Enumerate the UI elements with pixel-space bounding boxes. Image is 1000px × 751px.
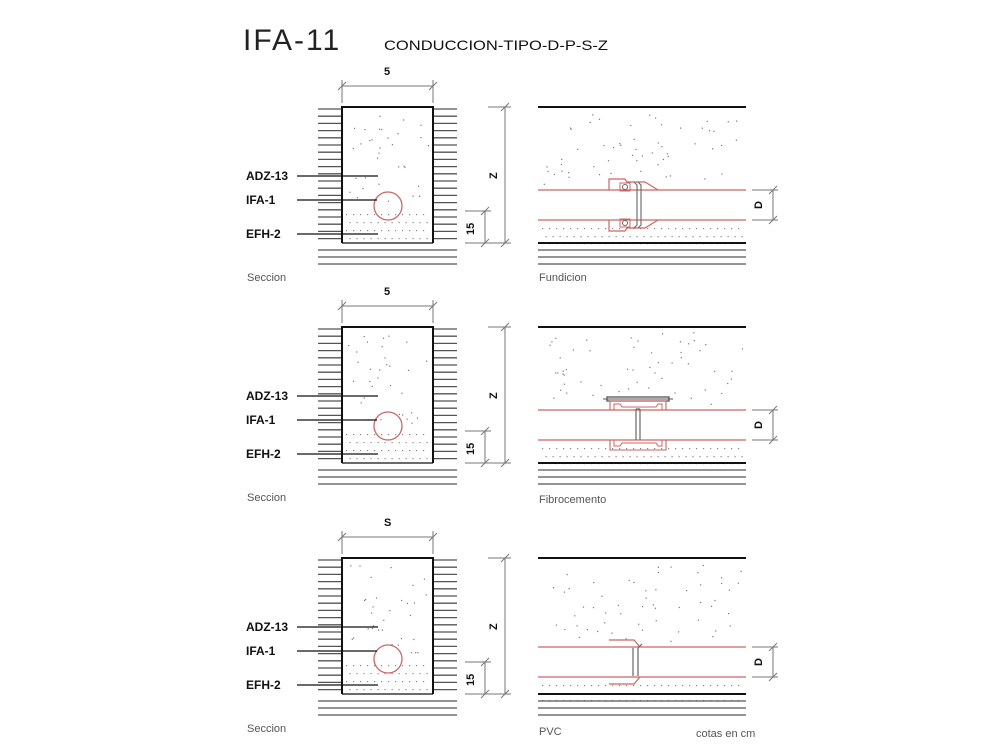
label-adz-13: ADZ-13	[246, 620, 289, 634]
depth-dimension-label: Z	[488, 623, 500, 630]
pipe-section-circle	[374, 412, 402, 440]
label-ifa-1: IFA-1	[246, 644, 276, 658]
fibrocement-coupling	[603, 397, 673, 450]
spigot-end	[633, 644, 642, 676]
section-caption: Seccion	[247, 723, 287, 735]
label-adz-13: ADZ-13	[246, 389, 289, 403]
bed-dimension-label: 15	[465, 222, 477, 235]
width-dimension-label: 5	[384, 286, 391, 298]
section-view	[246, 286, 511, 504]
profile-view	[538, 558, 778, 738]
pipe-section-circle	[374, 645, 402, 673]
width-dimension-label: S	[384, 517, 392, 529]
panel-fibrocemento	[246, 286, 778, 506]
label-efh-2: EFH-2	[246, 678, 281, 692]
drawing-code: IFA-11	[243, 24, 342, 57]
profile-view	[538, 107, 778, 284]
cast-iron-joint	[609, 179, 658, 231]
label-ifa-1: IFA-1	[246, 413, 276, 427]
bed-dimension-label: 15	[465, 442, 477, 455]
units-note: cotas en cm	[696, 728, 756, 740]
section-caption: Seccion	[247, 272, 287, 284]
drawing-title: CONDUCCION-TIPO-D-P-S-Z	[384, 37, 609, 53]
profile-view	[538, 327, 778, 506]
section-view	[246, 66, 511, 284]
diameter-dimension-label: D	[753, 201, 765, 209]
spigot-end	[634, 182, 641, 228]
pipe-section-circle	[374, 192, 402, 220]
trench-outline	[342, 107, 433, 243]
panel-fundicion	[246, 66, 778, 284]
width-dimension-label: 5	[384, 66, 391, 78]
profile-caption: Fundicion	[539, 272, 587, 284]
gasket-icon	[623, 221, 628, 226]
label-ifa-1: IFA-1	[246, 193, 276, 207]
trench-outline	[342, 327, 433, 463]
label-efh-2: EFH-2	[246, 227, 281, 241]
section-caption: Seccion	[247, 492, 287, 504]
depth-dimension-label: Z	[488, 172, 500, 179]
gasket-icon	[623, 185, 628, 190]
profile-caption: Fibrocemento	[539, 494, 607, 506]
label-efh-2: EFH-2	[246, 447, 281, 461]
bed-dimension-label: 15	[465, 673, 477, 686]
label-adz-13: ADZ-13	[246, 169, 289, 183]
depth-dimension-label: Z	[488, 392, 500, 399]
section-view	[246, 517, 511, 735]
profile-caption: PVC	[539, 726, 562, 738]
diameter-dimension-label: D	[753, 658, 765, 666]
panel-pvc	[246, 517, 778, 738]
diameter-dimension-label: D	[753, 421, 765, 429]
